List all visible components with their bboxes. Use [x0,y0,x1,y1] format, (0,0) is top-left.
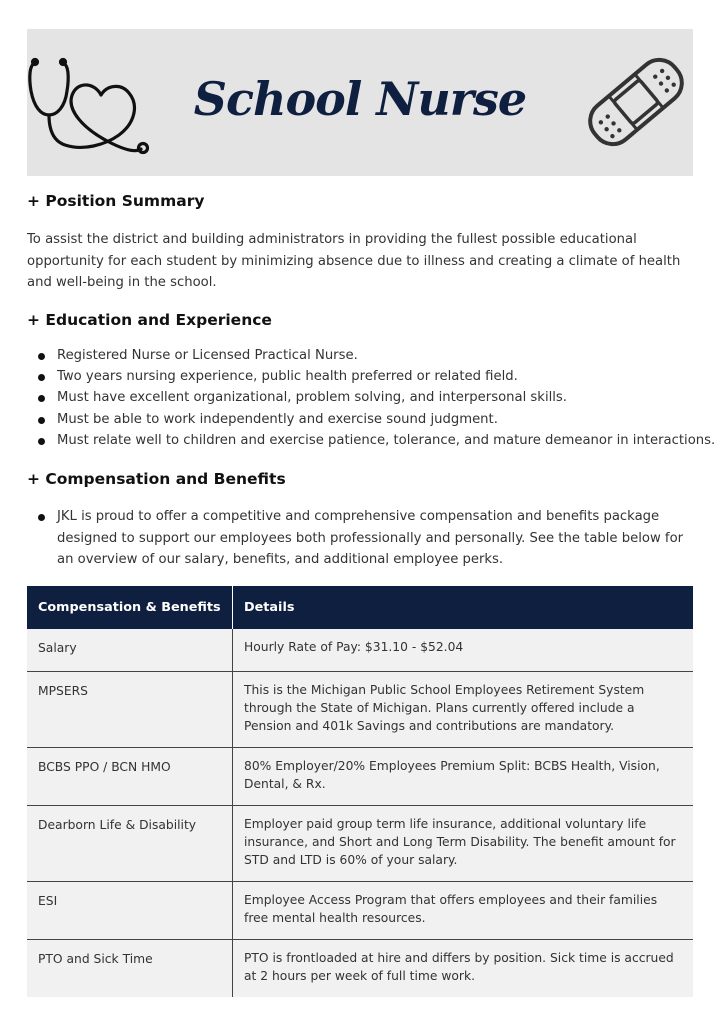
compensation-intro-text: JKL is proud to offer a competitive and comprehensive compensation and benefits package designed to support our employees both professionally and personally. See the table below for an overview of our salary, benefits, and additional employee perks. [57,509,684,567]
benefit-name: MPSERS [27,671,233,747]
page-title: School Nurse [193,72,527,126]
benefit-name: Dearborn Life & Disability [27,805,233,881]
list-item: Must have excellent organizational, problem solving, and interpersonal skills. [27,387,715,408]
list-item: Must be able to work independently and exercise sound judgment. [27,409,715,430]
benefit-name: Salary [27,629,233,671]
table-row [27,805,693,881]
list-item: Registered Nurse or Licensed Practical Nurse. [27,345,715,366]
benefit-detail: 80% Employer/20% Employees Premium Split: BCBS Health, Vision, Dental, & Rx. [233,747,694,805]
table-row [27,939,693,997]
benefit-name: BCBS PPO / BCN HMO [27,747,233,805]
column-header: Details [233,586,694,629]
benefit-detail: PTO is frontloaded at hire and differs by position. Sick time is accrued at 2 hours per week of full time work. [233,939,694,997]
bandage-icon [579,47,694,157]
benefit-detail: This is the Michigan Public School Employees Retirement System through the State of Michigan. Plans currently offered include a Pension and 401k Savings and contributions are mandatory. [233,671,694,747]
table-row [27,747,693,805]
benefit-detail: Hourly Rate of Pay: $31.10 - $52.04 [233,629,694,671]
stethoscope-heart-icon [27,49,152,159]
page-header [27,29,693,176]
education-list [27,345,715,451]
benefit-detail: Employee Access Program that offers employees and their families free mental health resources. [233,881,694,939]
table-header-row [27,586,693,629]
benefits-table [27,586,693,997]
list-item: Two years nursing experience, public health preferred or related field. [27,366,715,387]
column-header: Compensation & Benefits [27,586,233,629]
benefit-name: ESI [27,881,233,939]
benefit-detail: Employer paid group term life insurance, additional voluntary life insurance, and Short and Long Term Disability. The benefit amount for STD and LTD is 60% of your salary. [233,805,694,881]
compensation-intro [27,506,697,571]
table-row [27,881,693,939]
benefit-name: PTO and Sick Time [27,939,233,997]
bullet-icon [38,514,45,521]
list-item: Must relate well to children and exercise patience, tolerance, and mature demeanor in interactions. [27,430,715,451]
education-heading: + Education and Experience [27,311,272,329]
table-row [27,671,693,747]
position-summary-heading: + Position Summary [27,192,205,210]
table-row [27,629,693,671]
position-summary-text: To assist the district and building administrators in providing the fullest possible educational opportunity for each student by minimizing absence due to illness and creating a climate of health and well-being in the school. [27,232,681,290]
compensation-heading: + Compensation and Benefits [27,470,286,488]
